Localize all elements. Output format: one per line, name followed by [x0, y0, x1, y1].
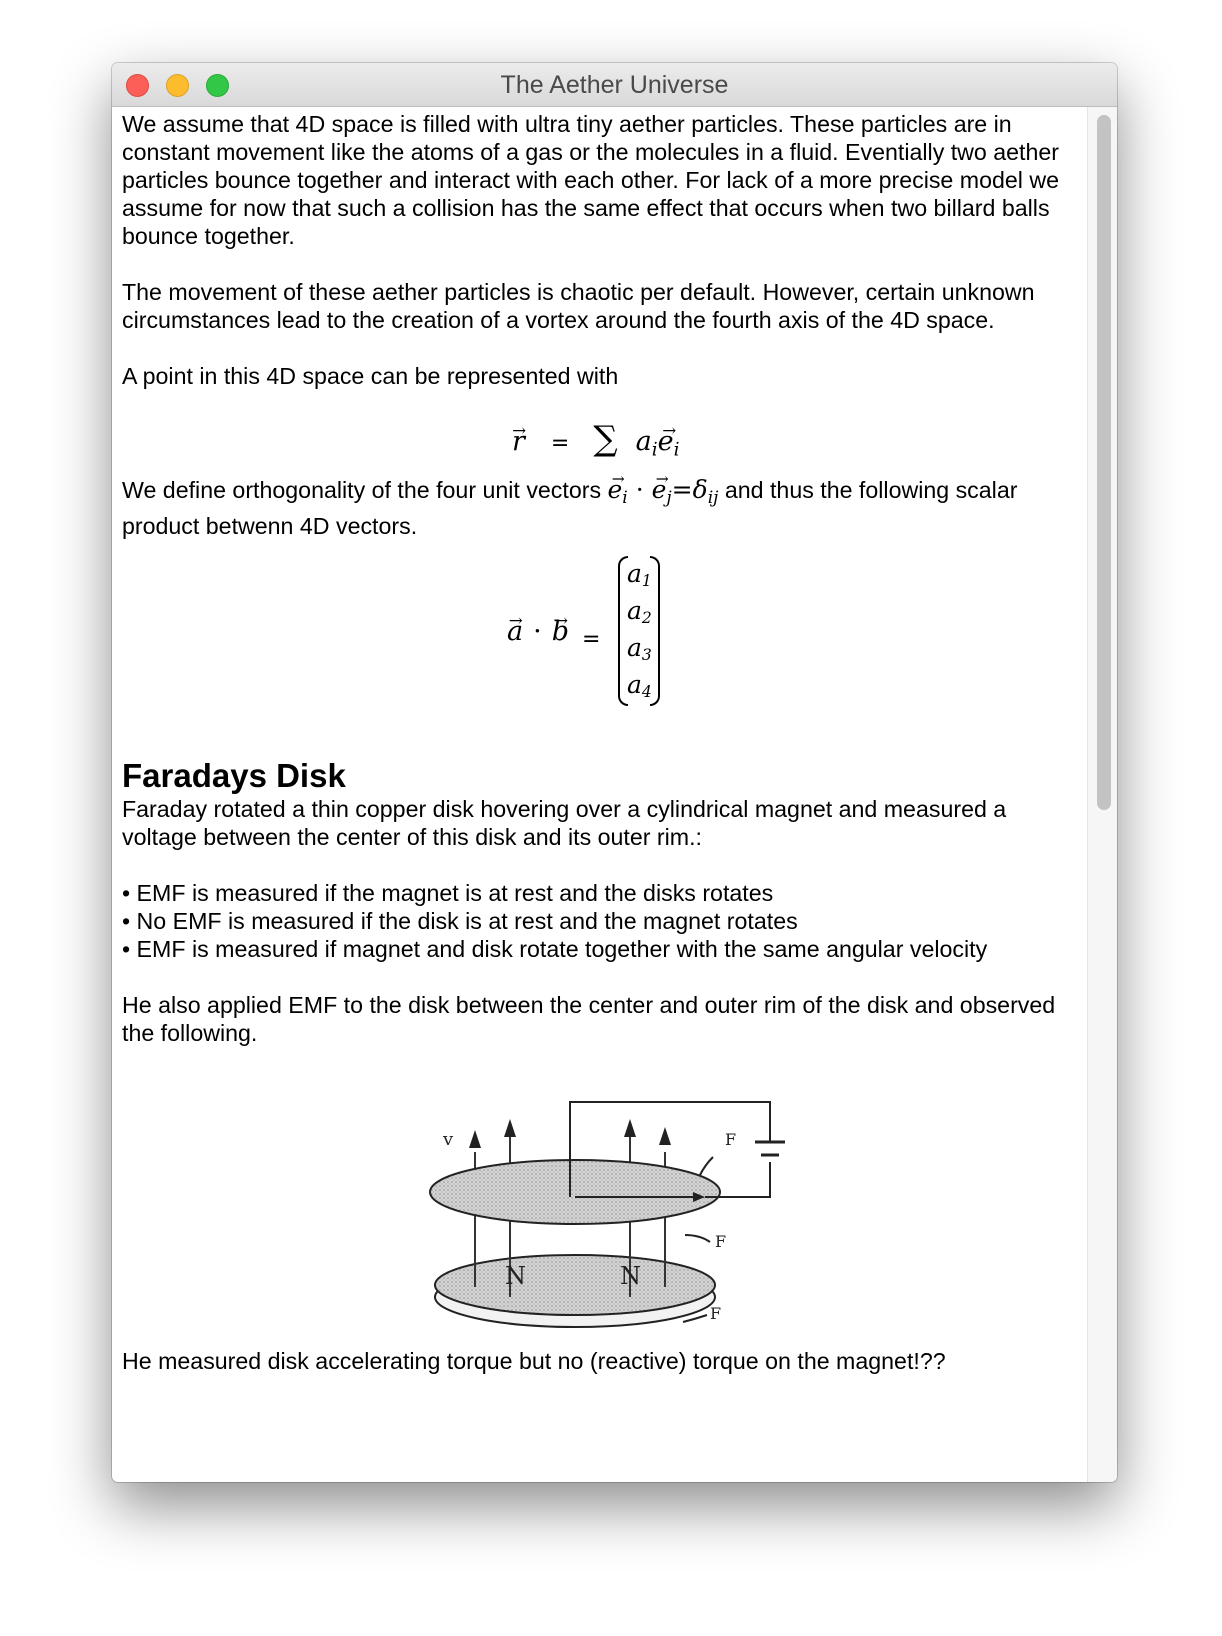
title-bar[interactable]: [112, 63, 1117, 107]
unit-vector-e: → $e_i$: [658, 428, 680, 465]
bullet-item: • No EMF is measured if the disk is at rest and the magnet rotates: [122, 908, 798, 935]
equals-sign: =: [550, 431, 570, 456]
faraday-disk-illustration: [415, 1097, 795, 1347]
force-label: F: [725, 1130, 737, 1150]
force-label: F: [710, 1304, 722, 1324]
vector-a: → a: [507, 618, 523, 646]
velocity-label: v: [443, 1129, 454, 1151]
vortex-paragraph: The movement of these aether particles is chaotic per default. However, certain unknown circumstances lead to the creation of a vortex around the fourth axis of the 4D space.: [122, 279, 1035, 333]
bullet-item: • EMF is measured if the magnet is at rest and the disks rotates: [122, 880, 774, 907]
bullet-item: • EMF is measured if magnet and disk rotate together with the same angular velocity: [122, 936, 988, 963]
orthogonality-paragraph: [122, 476, 1077, 540]
coefficient-a: a: [635, 426, 652, 457]
vertical-scrollbar[interactable]: [1087, 107, 1117, 1482]
vector-r: → r: [512, 428, 525, 456]
vector-equation: [122, 390, 1077, 480]
faraday-disk-figure: [122, 1047, 1077, 1347]
scrollbar-thumb[interactable]: [1097, 115, 1111, 810]
matrix-cell-a2: $a_2$: [627, 596, 652, 627]
dot-operator: ·: [533, 616, 542, 648]
scalar-product-equation: [122, 548, 1077, 743]
section-heading: Faradays Disk: [122, 757, 346, 795]
column-vector: [618, 556, 660, 710]
dot-operator: ·: [635, 475, 644, 504]
vector-b: → b: [552, 618, 569, 646]
delta-index: ij: [707, 488, 719, 509]
faraday-paragraph: Faraday rotated a thin copper disk hovering over a cylindrical magnet and measured a voltage between the center of this disk and its outer rim.:: [122, 796, 1007, 851]
index-i: i: [651, 439, 658, 461]
orth-text-after: and thus the following scalar product betwenn 4D vectors.: [122, 477, 1018, 540]
orth-equals: =: [671, 475, 693, 504]
point-paragraph: A point in this 4D space can be represented with: [122, 363, 619, 389]
matrix-cell-a4: $a_4$: [627, 670, 652, 701]
document-content: [112, 107, 1087, 1482]
intro-paragraph: We assume that 4D space is filled with ultra tiny aether particles. These particles are in constant movement like the atoms of a gas or the molecules in a fluid. Eventially two aether particles bounce together and interact with each other. For lack of a more precise model we assume for now that such a collision has the same effect that occurs when two billard balls bounce together.: [122, 111, 1060, 249]
app-window: [112, 63, 1117, 1482]
north-pole-label: N: [505, 1262, 526, 1291]
window-title: The Aether Universe: [500, 71, 729, 99]
applied-emf-paragraph: He also applied EMF to the disk between the center and outer rim of the disk and observed the following.: [122, 992, 1056, 1047]
torque-paragraph: He measured disk accelerating torque but no (reactive) torque on the magnet!??: [122, 1348, 946, 1375]
unit-vector-ei: → $e_i$: [608, 476, 628, 512]
orth-text-before: We define orthogonality of the four unit vectors: [122, 477, 608, 503]
unit-vector-ej: → $e_j$: [652, 476, 672, 512]
sum-symbol: ∑: [593, 419, 618, 459]
north-pole-label: N: [620, 1262, 641, 1291]
force-label: F: [715, 1232, 727, 1252]
equals-sign: =: [582, 627, 601, 653]
kronecker-delta: δ: [692, 475, 708, 504]
matrix-cell-a3: $a_3$: [627, 633, 652, 664]
matrix-cell-a1: $a_1$: [627, 559, 652, 590]
